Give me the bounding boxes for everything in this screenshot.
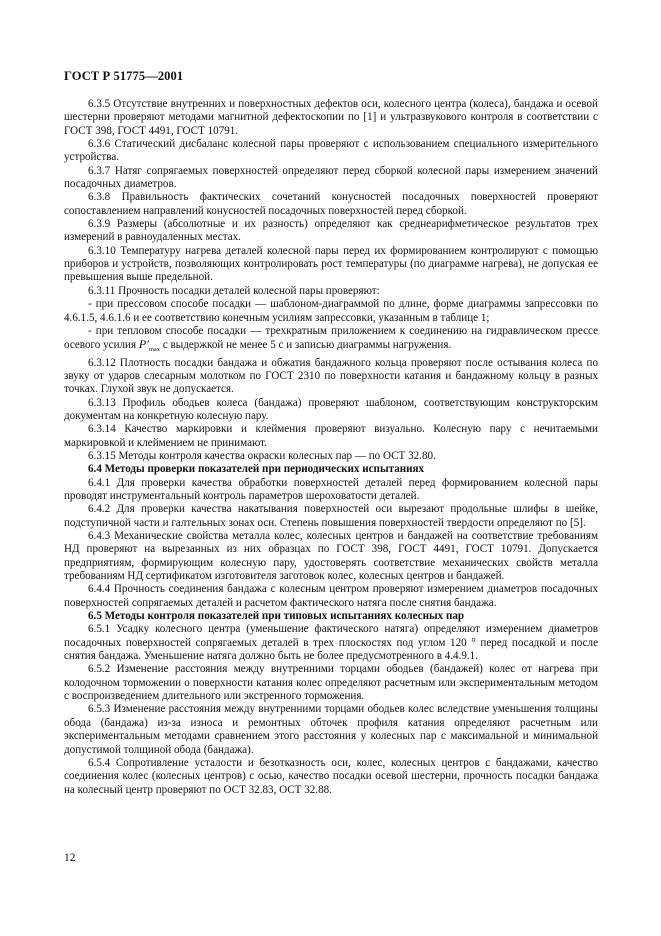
paragraph-6-3-9: 6.3.9 Размеры (абсолютные и их разность) определяют как среднеарифметическое результатов трех измерений в равноудаленных местах. (64, 218, 598, 244)
paragraph-6-3-12: 6.3.12 Плотность посадки бандажа и обжатия бандажного кольца проверяют после остывания колеса по звуку от ударов слесарным молотком по ГОСТ 2310 по поверхности катания и бандажному кольцу в разных точках. Глухой звук не допускается. (64, 356, 598, 396)
document-header: ГОСТ Р 51775—2001 (64, 69, 184, 83)
paragraph-6-3-15: 6.3.15 Методы контроля качества окраски колесных пар — по ОСТ 32.80. (88, 449, 436, 462)
thermal-fit-text-after: с выдержкой не менее 5 с и записью диаграммы нагружения. (160, 339, 452, 352)
paragraph-6-5-1: 6.5.1 Усадку колесного центра (уменьшение фактического натяга) определяют измерением диаметров посадочных поверхностей сопрягаемых деталей в трех плоскостях под углом 120 ° перед посадкой и после снятия бандажа. Уменьшение натяга должно быть не более предусмотренного в 4.4.9.1. (64, 623, 598, 663)
section-heading-6-4: 6.4 Методы проверки показателей при периодических испытаниях (88, 463, 425, 476)
paragraph-press-fit: - при прессовом способе посадки — шаблоном-диаграммой по длине, форме диаграммы запрессовки по 4.6.1.5, 4.6.1.6 и ее соответствию конечным усилиям запрессовки, указанным в таблице 1; (64, 298, 598, 324)
page-number: 12 (64, 852, 76, 864)
paragraph-thermal-fit (64, 325, 598, 357)
paragraph-6-4-1: 6.4.1 Для проверки качества обработки поверхностей деталей перед формированием колесной пары проводят инструментальный контроль параметров шероховатости деталей. (64, 476, 598, 502)
formula-subscript: max (148, 346, 161, 354)
paragraph-6-5-3: 6.5.3 Изменение расстояния между внутренними торцами ободьев колес вследствие уменьшения толщины обода (бандажа) из-за износа и ремонтных обточек профиля катания определяют расчетным или экспериментальным методами сравнением этого расстояния у колесных пар с максимальной и минимальной допустимой толщиной обода (бандажа). (64, 703, 598, 756)
paragraph-6-4-2: 6.4.2 Для проверки качества накатывания поверхностей оси вырезают продольные шлифы в шейке, подступичной части и галтельных зонах оси. Степень повышения поверхностей твердости определяют по [5]. (64, 503, 598, 529)
paragraph-6-5-2: 6.5.2 Изменение расстояния между внутренними торцами ободьев (бандажей) колес от нагрева при колодочном торможении о поверхности катания колес определяют расчетным или экспериментальным методом с воспроизведением длительного или экстренного торможения. (64, 663, 598, 703)
paragraph-6-3-7: 6.3.7 Натяг сопрягаемых поверхностей определяют перед сборкой колесной пары измерением значений посадочных диаметров. (64, 164, 598, 191)
paragraph-6-3-5: 6.3.5 Отсутствие внутренних и поверхностных дефектов оси, колесного центра (колеса), бандажа и осевой шестерни проверяют методами магнитной дефектоскопии по [1] и ультразвукового контроля в соответствии с ГОСТ 398, ГОСТ 4491, ГОСТ 10791. (64, 98, 598, 137)
thermal-fit-text-before: - при тепловом способе посадки — трехкратным приложением к соединению на гидравлическом прессе осевого усилия (64, 324, 598, 352)
paragraph-6-3-8: 6.3.8 Правильность фактических сочетаний конусностей посадочных поверхностей проверяют сопоставлением направлений конусностей посадочных поверхностей перед сборкой. (64, 191, 598, 217)
axial-force-formula (138, 337, 161, 354)
paragraph-6-3-13: 6.3.13 Профиль ободьев колеса (бандажа) проверяют шаблоном, соответствующим конструкторским документам на конкретную колесную пару. (64, 396, 598, 422)
paragraph-6-3-10: 6.3.10 Температуру нагрева деталей колесной пары перед их формированием контролируют с помощью приборов и устройств, позволяющих контролировать рост температуры (по диаграмме нагрева), не допуская ее превышения выше предельной. (64, 244, 598, 284)
paragraph-6-4-4: 6.4.4 Прочность соединения бандажа с колесным центром проверяют измерением диаметров посадочных поверхностей сопрягаемых деталей и расчетом фактического натяга после снятия бандажа. (64, 583, 598, 609)
paragraph-6-4-3: 6.4.3 Механические свойства металла колес, колесных центров и бандажей на соответствие требованиям НД проверяют на вырезанных из них образцах по ГОСТ 398, ГОСТ 4491, ГОСТ 10791. Допускается предприятиям, формирующим колесную пару, удостоверять соответствие механических свойств металла требованиям НД сертификатом изготовителя заготовок колес, колесных центров и бандажей. (64, 530, 598, 583)
document-body (64, 98, 598, 797)
section-heading-6-5: 6.5 Методы контроля показателей при типовых испытаниях колесных пар (88, 610, 465, 623)
paragraph-6-3-14: 6.3.14 Качество маркировки и клеймения проверяют визуально. Колесную пару с нечитаемыми маркировкой и клеймением не принимают. (64, 423, 598, 449)
paragraph-6-3-6: 6.3.6 Статический дисбаланс колесной пары проверяют с использованием специального измерительного устройства. (64, 138, 598, 164)
paragraph-6-5-4: 6.5.4 Сопротивление усталости и безотказность оси, колес, колесных центров с бандажами, качество соединения колес (колесных центров) с осью, качество посадки осевой шестерни, прочность посадки бандажа на колесный центр проверяют по ОСТ 32.83, ОСТ 32.88. (64, 756, 598, 796)
paragraph-6-3-11: 6.3.11 Прочность посадки деталей колесной пары проверяют: (88, 284, 380, 297)
formula-symbol: P′ (138, 337, 149, 352)
